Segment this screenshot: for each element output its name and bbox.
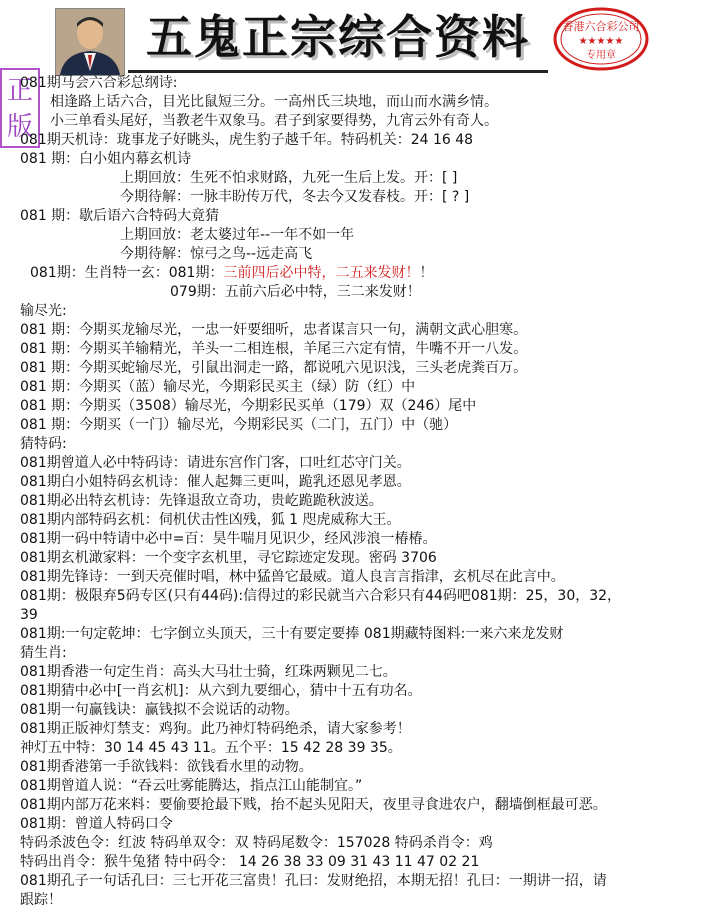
text-line <box>20 340 527 358</box>
text-line <box>120 226 354 244</box>
line-text: 跟踪！ <box>20 892 62 908</box>
page-header <box>0 0 720 78</box>
text-line <box>20 131 473 149</box>
line-text: 081 期：今期买（一门）输尽光，今期彩民买（二门，五门）中（驰） <box>20 417 458 433</box>
text-line <box>20 663 397 681</box>
highlight-text: 三前四后必中特，二五来发财！ <box>223 265 420 281</box>
line-text: 081期曾道人说：“吞云吐雾能腾达，指点江山能制宜。” <box>20 778 363 794</box>
text-line <box>20 625 563 643</box>
line-text: 今期待解：一脉丰盼传万代，冬去今又发春枝。开：[ ? ] <box>120 189 470 205</box>
line-text: 今期待解：惊弓之鸟--远走高飞 <box>120 246 313 262</box>
text-line <box>20 701 299 719</box>
line-text: 081期一句赢钱诀：赢钱拟不会说话的动物。 <box>20 702 299 718</box>
text-line <box>20 587 621 605</box>
line-text: 081 期：今期买龙输尽光，一忠一奸要细听，忠者谋言只一句，满朝文武心胆寒。 <box>20 322 528 338</box>
line-text: 081 期：今期买羊输精光，羊头一二相连根，羊尾三六定有情，牛嘴不开一八发。 <box>20 341 528 357</box>
text-line <box>20 758 313 776</box>
text-line <box>20 739 402 757</box>
line-text: 081 期：今期买蛇输尽光，引鼠出洞走一路，都说吼六见识浅，三头老虎粪百万。 <box>20 360 528 376</box>
line-text: 081期：极限弃5码专区(只有44码):信得过的彩民就当六合彩只有44码吧081期：25，30，32， <box>20 588 622 604</box>
line-text: 081期一码中特请中必中=百：昊牛喘月见识少，经风涉浪一椿椿。 <box>20 531 437 547</box>
text-line <box>20 435 67 453</box>
text-line <box>20 834 493 852</box>
text-line <box>20 606 38 624</box>
edition-badge-text: 正 版 <box>6 76 33 142</box>
text-line <box>120 245 312 263</box>
text-line <box>20 891 62 909</box>
line-text: 081期内部特码玄机：伺机伏击性凶残，狐 1 咫虎威称大王。 <box>20 512 401 528</box>
text-line <box>50 112 498 130</box>
line-text: 081期孔子一句话孔曰：三七开花三富贵！孔曰：发财绝招，本期无招！孔曰：一期讲一招，请 <box>20 873 607 889</box>
text-line <box>20 549 437 567</box>
text-line <box>20 302 67 320</box>
author-photo <box>55 8 125 76</box>
line-text: 081期马会六合彩总纲诗: <box>20 75 178 91</box>
line-text: 相逢路上话六合，目光比鼠短三分。一高州氏三块地，而山而水满乡情。 <box>50 94 498 110</box>
line-text: 39 <box>20 607 38 623</box>
line-text: 特码出肖令：猴牛兔猪 特中码令： 14 26 38 33 09 31 43 11 47 02 21 <box>20 854 480 870</box>
line-text: 猜特码: <box>20 436 67 452</box>
text-line <box>20 359 527 377</box>
text-line <box>30 264 433 282</box>
line-tail: ！ <box>419 265 434 281</box>
line-text: 081期玄机澉家料：一个变字玄机里，寻它踪迹定发现。密码 3706 <box>20 550 437 566</box>
line-text: 特码杀波色令：红波 特码单双令：双 特码尾数令：157028 特码杀肖令：鸡 <box>20 835 493 851</box>
line-text: 上期回放：生死不怕求财路，九死一生后上发。开：[ ] <box>120 170 458 186</box>
text-line <box>20 644 67 662</box>
line-text: 小三单看头尾好，当教老牛双象马。君子到家要得势，九宵云外有奇人。 <box>50 113 498 129</box>
text-line <box>20 397 476 415</box>
line-text: 081期必出特玄机诗：先锋退敌立奇功，贵屹跪跪秋波送。 <box>20 493 383 509</box>
svg-text:专用章: 专用章 <box>586 50 616 61</box>
line-text: 081期香港一句定生肖：高头大马壮士骑，红珠两颗见二七。 <box>20 664 397 680</box>
text-line <box>20 568 565 586</box>
svg-text:★★★★★: ★★★★★ <box>578 36 624 47</box>
text-line <box>20 720 411 738</box>
line-text: 神灯五中特：30 14 45 43 11。五个平：15 42 28 39 35。 <box>20 740 402 756</box>
text-line <box>20 853 479 871</box>
text-line <box>20 511 401 529</box>
text-line <box>20 378 415 396</box>
text-line <box>20 872 607 890</box>
line-text: 081期白小姐特码玄机诗：催人起舞三更叫，跪乳还恩见孝恩。 <box>20 474 411 490</box>
company-seal <box>553 6 649 72</box>
line-text: 081期：曾道人特码口令 <box>20 816 173 832</box>
line-text: 081 期：白小姐内幕玄机诗 <box>20 151 192 167</box>
line-text: 081期先锋诗：一到天亮催时唱，林中猛兽它最威。道人良言言指津，玄机尽在此言中。 <box>20 569 565 585</box>
text-line <box>170 283 421 301</box>
line-text: 081期天机诗：珑事龙子好眺头，虎生豹子越千年。特码机关：24 16 48 <box>20 132 474 148</box>
svg-text:香港六合彩公司: 香港六合彩公司 <box>562 20 640 33</box>
text-line <box>20 777 362 795</box>
line-text: 081期曾道人必中特码诗：请进东宫作门客，口吐红芯守门关。 <box>20 455 411 471</box>
line-text: 081期香港第一手欲钱料：欲钱看水里的动物。 <box>20 759 313 775</box>
text-line <box>20 416 457 434</box>
line-text: 081期:一句定乾坤：七字倒立头顶天，三十有要定要捧 081期藏特图料:一来六来龙发财 <box>20 626 564 642</box>
line-text: 081期正版神灯禁支：鸡狗。此乃神灯特码绝杀，请大家参考！ <box>20 721 411 737</box>
text-line <box>20 321 527 339</box>
text-line <box>20 796 607 814</box>
text-line <box>20 454 411 472</box>
text-line <box>20 207 219 225</box>
text-line <box>120 169 457 187</box>
text-line <box>20 473 411 491</box>
text-line <box>120 188 469 206</box>
text-line <box>50 93 498 111</box>
line-text: 猜生肖: <box>20 645 67 661</box>
text-line <box>20 682 422 700</box>
text-line <box>20 815 173 833</box>
line-text: 081 期：歇后语六合特码大竟猜 <box>20 208 220 224</box>
line-text: 079期：五前六后必中特，三二来发财！ <box>170 284 421 300</box>
line-text: 081期内部万花来料：要偷要抢最下贱，抬不起头见阳天，夜里寻食进农户，翻墙倒框最可恶。 <box>20 797 607 813</box>
line-text: 上期回放：老太婆过年--一年不如一年 <box>120 227 355 243</box>
line-text: 081 期：今期买（蓝）输尽光，今期彩民买主（绿）防（红）中 <box>20 379 416 395</box>
text-line <box>20 530 436 548</box>
line-text: 081期猜中必中[一肖玄机]：从六到九要细心，猜中十五有功名。 <box>20 683 422 699</box>
text-line <box>20 150 191 168</box>
line-text: 081期：生肖特一玄：081期： <box>30 265 224 281</box>
line-text: 输尽光: <box>20 303 67 319</box>
page-title: 五鬼正宗综合资料 <box>128 4 548 73</box>
line-text: 081 期：今期买（3508）输尽光，今期彩民买单（179）双（246）尾中 <box>20 398 477 414</box>
text-line <box>20 492 383 510</box>
text-line <box>20 74 177 92</box>
